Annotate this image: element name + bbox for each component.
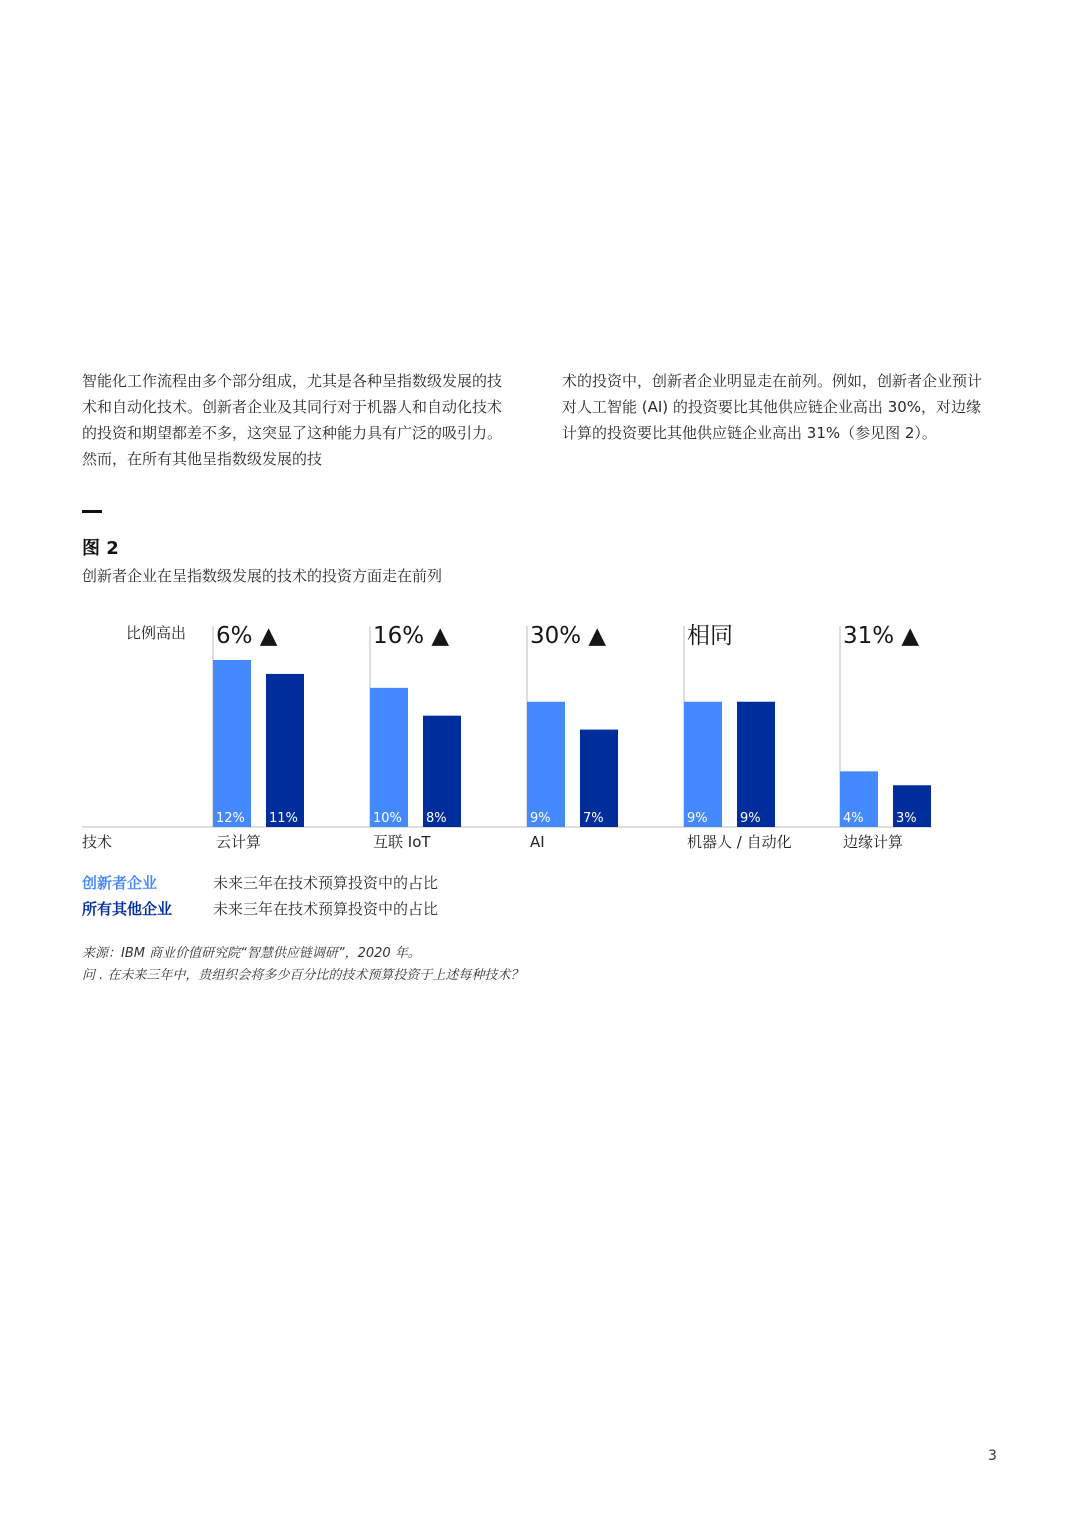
y-axis-label: 比例高出: [125, 624, 186, 642]
category-label: 机器人 / 自动化: [687, 833, 792, 851]
bar-value-label: 9%: [530, 811, 551, 826]
legend-row-innovators: [82, 872, 438, 893]
bar-value-label: 4%: [843, 811, 864, 826]
legend-desc-others: 未来三年在技术预算投资中的占比: [213, 900, 439, 918]
source-note: 来源：IBM 商业价值研究院“智慧供应链调研”，2020 年。: [82, 946, 421, 961]
bar-value-label: 3%: [896, 811, 917, 826]
category-label: 互联 IoT: [373, 833, 431, 851]
legend-row-others: [82, 898, 438, 919]
bar: [684, 702, 722, 827]
bar-value-label: 8%: [426, 811, 447, 826]
legend-desc-innovators: 未来三年在技术预算投资中的占比: [213, 874, 439, 892]
section-rule: [82, 510, 102, 513]
bar-value-label: 9%: [740, 811, 761, 826]
body-paragraph-left: 智能化工作流程由多个部分组成，尤其是各种呈指数级发展的技术和自动化技术。创新者企业及其同行对于机器人和自动化技术的投资和期望都差不多，这突显了这种能力具有广泛的吸引力。然而，在所有其他呈指数级发展的技: [82, 372, 503, 468]
bar: [370, 688, 408, 827]
page-number: 3: [988, 1448, 997, 1464]
category-label: 云计算: [216, 833, 262, 851]
figure-title: 创新者企业在呈指数级发展的技术的投资方面走在前列: [82, 567, 443, 585]
bar-value-label: 10%: [373, 811, 402, 826]
header-label: 6% ▲: [216, 623, 278, 649]
bar-value-label: 11%: [269, 811, 298, 826]
header-label: 16% ▲: [373, 623, 450, 649]
header-label: 31% ▲: [843, 623, 920, 649]
legend-name-others: 所有其他企业: [82, 900, 173, 918]
header-label: 相同: [687, 623, 733, 649]
bar: [266, 674, 304, 827]
header-label: 30% ▲: [530, 623, 607, 649]
category-label: 边缘计算: [843, 833, 904, 851]
bar-value-label: 9%: [687, 811, 708, 826]
body-paragraph-right: 术的投资中，创新者企业明显走在前列。例如，创新者企业预计对人工智能 (AI) 的投资要比其他供应链企业高出 30%，对边缘计算的投资要比其他供应链企业高出 31%（参见图 2）。: [562, 372, 983, 442]
category-label: AI: [530, 833, 545, 851]
bar: [213, 660, 251, 827]
legend-name-innovators: 创新者企业: [82, 874, 158, 892]
bar: [527, 702, 565, 827]
bar-value-label: 12%: [216, 811, 245, 826]
figure-label: 图 2: [82, 538, 119, 559]
bar-chart: [0, 600, 1080, 860]
x-axis-label: 技术: [82, 833, 113, 851]
survey-question: 问 . 在未来三年中，贵组织会将多少百分比的技术预算投资于上述每种技术？: [82, 968, 524, 983]
bar: [737, 702, 775, 827]
bar-value-label: 7%: [583, 811, 604, 826]
